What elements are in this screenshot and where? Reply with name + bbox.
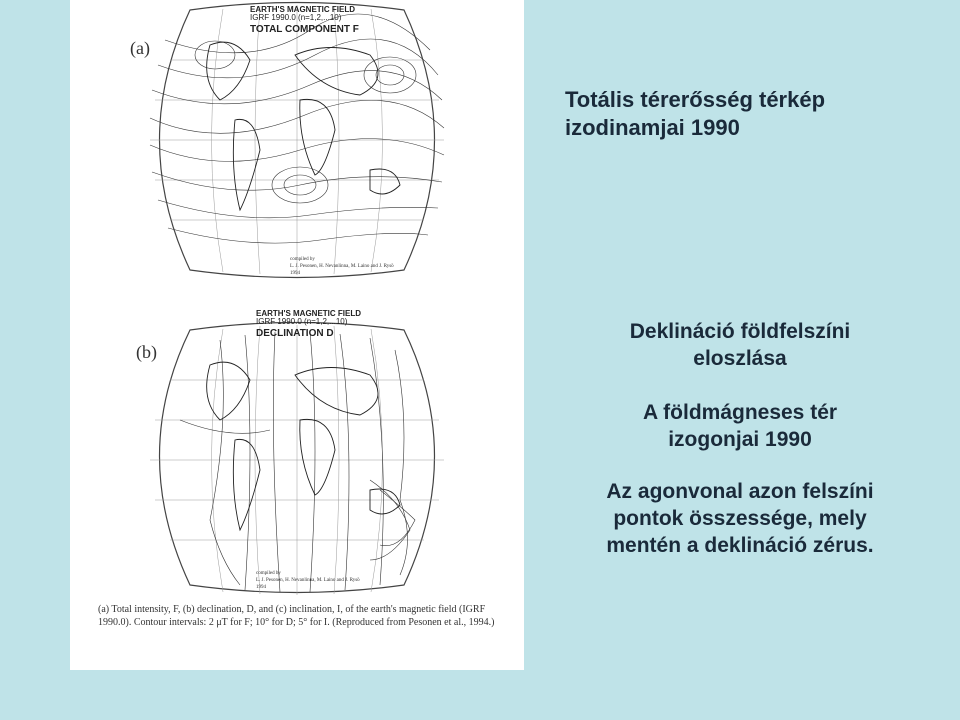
map-a-graphic [150,3,444,278]
map-b-panel-label: (b) [136,342,157,362]
map-a-header-line1: EARTH'S MAGNETIC FIELD [250,5,356,14]
map-a-header [250,6,359,35]
figure-caption: (a) Total intensity, F, (b) declination, D, and (c) inclination, I, of the earth's magnetic field (IGRF 1990.0). Contour intervals: 2 μT for F; 10° for D; 5° for I. (Reproduced from Pesonen et al., 1994.) [98,604,495,628]
map-a-header-line2: IGRF 1990.0 (n=1,2,...10) [250,13,342,23]
map-a-credit-line1: compiled by [290,257,315,262]
block3-line3: mentén a deklináció zérus. [606,534,874,557]
map-b-credit-line2: L. J. Pesonen, H. Nevanlinna, M. Laino and J. Rysö [256,578,360,583]
map-b-header-line1: EARTH'S MAGNETIC FIELD [256,309,362,318]
map-b-credit [256,570,360,591]
block2-line1: A földmágneses tér [642,401,838,424]
block1-line2: eloszlása [693,347,787,370]
title-line2: izodinamjai 1990 [565,115,740,140]
block3-line2: pontok összessége, mely [613,507,867,530]
map-a-credit-line2: L. J. Pesonen, H. Nevanlinna, M. Laino and J. Rysö [290,264,394,269]
figure-panel [70,0,524,670]
block2-line2: izogonjai 1990 [668,428,812,451]
agonic-line-definition [540,478,940,559]
map-b-graphic [150,323,444,596]
block3-line1: Az agonvonal azon felszíni [606,480,874,503]
declination-heading [540,318,940,372]
map-b-header-line2: IGRF 1990.0 (n=1,2,...10) [256,317,348,327]
map-a-credit [290,256,394,277]
map-b-credit-line3: 1994 [256,585,266,590]
map-a-panel-label: (a) [130,38,150,58]
slide-title [565,86,825,142]
map-a-credit-line3: 1994 [290,271,300,276]
map-b-credit-line1: compiled by [256,571,281,576]
block1-line1: Deklináció földfelszíni [629,320,851,343]
map-b-header [256,310,361,339]
map-a-header-line3: TOTAL COMPONENT F [250,23,359,35]
isogon-heading [540,399,940,453]
map-b-header-line3: DECLINATION D [256,327,334,339]
title-line1: Totális térerősség térkép [565,87,826,112]
